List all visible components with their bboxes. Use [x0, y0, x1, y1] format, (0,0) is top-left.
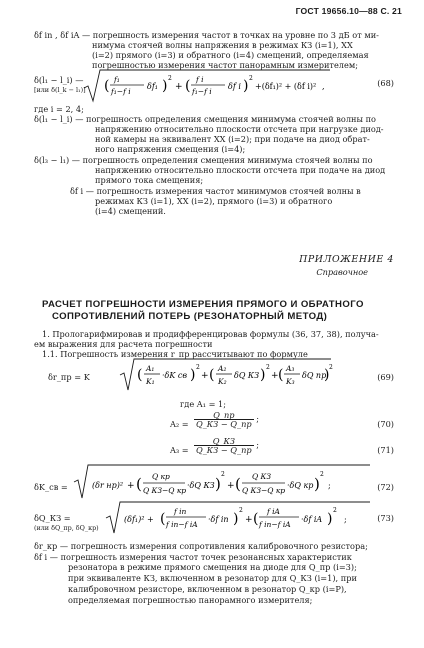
svg-text:f in: f in: [174, 507, 187, 516]
svg-text:(: (: [104, 78, 110, 94]
svg-text:·δQ КЗ: ·δQ КЗ: [187, 481, 215, 490]
svg-text:+: +: [227, 481, 235, 491]
def-line: напряжению относительно плоскости отсчета при нагрузке диод-: [95, 124, 384, 134]
svg-text:(: (: [278, 367, 284, 383]
eq68-number: (68): [377, 78, 394, 88]
svg-text:f₁: f₁: [114, 75, 120, 84]
svg-text:): ): [324, 367, 330, 383]
svg-text:·δK св: ·δK св: [162, 371, 188, 380]
eq71-numerator: Q_КЗ: [194, 437, 254, 446]
def-line: калибровочном резисторе, включенном в резонатор Q_кр (i=Р),: [68, 584, 347, 594]
svg-text:(: (: [235, 475, 241, 493]
eq70-numerator: Q_пр: [194, 411, 254, 420]
eq71-fraction: [194, 437, 259, 454]
svg-text:(: (: [185, 78, 191, 94]
def-line: режимах КЗ (i=1), ХХ (i=2), прямого (i=3) и обратного: [95, 196, 333, 206]
eq72-radical: [72, 463, 372, 501]
svg-text:(: (: [136, 475, 142, 493]
def-line: при эквиваленте КЗ, включенном в резонатор для Q_КЗ (i=1), при: [68, 573, 357, 583]
svg-text:2: 2: [249, 75, 253, 82]
def-line: (i=4) смещений.: [95, 206, 166, 216]
svg-text:): ): [190, 367, 196, 383]
svg-text:): ): [162, 78, 168, 94]
svg-text:+: +: [271, 371, 279, 381]
svg-text:;: ;: [344, 515, 347, 524]
svg-text:2: 2: [168, 75, 172, 82]
svg-text:+: +: [127, 481, 135, 491]
paragraph-line: 1.1. Погрешность измерения r_пр рассчитывают по формуле: [42, 349, 308, 359]
eq69-number: (69): [377, 372, 394, 382]
svg-text:A₃: A₃: [286, 364, 295, 373]
eq73-lhs-alt: (или δQ_пр, δQ_кр): [34, 524, 99, 532]
def-line: прямого тока смещения;: [95, 175, 204, 185]
eq68-lhs: δ(l₁ − l_i) —: [34, 75, 84, 85]
eq72-number: (72): [377, 482, 394, 492]
eq73-number: (73): [377, 513, 394, 523]
svg-text:(: (: [160, 511, 166, 527]
svg-text:2: 2: [320, 471, 324, 478]
svg-text:A₁: A₁: [146, 364, 155, 373]
svg-text:f in−f iA: f in−f iA: [166, 520, 198, 529]
page-header: ГОСТ 19656.10—88 С. 21: [295, 6, 402, 16]
svg-text:(: (: [253, 511, 259, 527]
svg-text:2: 2: [333, 507, 337, 514]
svg-text:;: ;: [328, 481, 331, 490]
svg-text:·δf iA: ·δf iA: [301, 515, 323, 524]
eq72-lhs: δK_св =: [34, 482, 68, 492]
eq69-lhs: δr_пр = K: [48, 372, 90, 382]
def-line: δf i — погрешность измерения частот минимумов стоячей волны в: [70, 186, 361, 196]
appendix-subtitle: Справочное: [316, 267, 368, 277]
svg-text:f iA: f iA: [267, 507, 280, 516]
svg-text:+: +: [175, 82, 183, 92]
svg-text:(: (: [137, 367, 143, 383]
eq70-fraction: [194, 411, 259, 428]
svg-text:Q КЗ−Q кр: Q КЗ−Q кр: [143, 486, 187, 495]
svg-text:A₂: A₂: [218, 364, 227, 373]
def-line: δf i — погрешность измерения частот точек резонансных характеристик: [34, 552, 352, 562]
def-line: δ(l₁ − l_i) — погрешность определения смещения минимума стоячей волны по: [34, 114, 376, 124]
svg-text:(δr нр)²: (δr нр)²: [92, 481, 124, 490]
svg-text:(δf₁)² +: (δf₁)² +: [124, 515, 154, 524]
svg-text:f in−f iA: f in−f iA: [259, 520, 291, 529]
def-line: ного напряжения смещения (i=4);: [95, 144, 246, 154]
svg-text:K₁: K₁: [146, 377, 155, 386]
svg-text:δQ пр: δQ пр: [302, 371, 327, 380]
eq69-formula: [118, 357, 333, 396]
eq73-lhs: δQ_КЗ =: [34, 513, 71, 523]
eq73-radical: [104, 500, 372, 536]
where-text: где A₁ = 1;: [180, 399, 227, 409]
svg-text:+: +: [245, 515, 253, 525]
svg-text:f i: f i: [196, 75, 204, 84]
eq72-formula: [72, 463, 372, 504]
svg-text:Q КЗ−Q кр: Q КЗ−Q кр: [242, 486, 286, 495]
svg-text:δf₁: δf₁: [147, 82, 158, 91]
svg-text:δQ КЗ: δQ КЗ: [234, 371, 260, 380]
intro-line: погрешностью измерения частот панорамным измерителем;: [92, 60, 358, 70]
intro-line: (i=2) прямого (i=3) и обратного (i=4) смещений, определяемая: [92, 50, 369, 60]
svg-text:·δQ кр: ·δQ кр: [287, 481, 314, 490]
eq70-frac: [194, 411, 254, 428]
intro-line: δf in , δf iA — погрешность измерения частот в точках на уровне по 3 дБ от ми-: [34, 30, 379, 40]
svg-text:): ): [314, 475, 320, 493]
svg-text:(: (: [209, 367, 215, 383]
eq71-number: (71): [377, 445, 394, 455]
svg-text:2: 2: [239, 507, 243, 514]
svg-text:): ): [233, 511, 239, 527]
eq68-formula: [82, 68, 332, 107]
def-line: ной камеры на эквивалент ХХ (i=2); при подаче на диод обрат-: [95, 134, 370, 144]
def-line: δr_кр — погрешность измерения сопротивления калибровочного резистора;: [34, 541, 368, 551]
eq68-lhs-alt: [или δ(l_k − l₁)]: [34, 86, 86, 94]
svg-text:Q КЗ: Q КЗ: [252, 472, 272, 481]
def-line: напряжению относительно плоскости отсчета при подаче на диод: [95, 165, 386, 175]
svg-text:+: +: [201, 371, 209, 381]
svg-text:f₁−f i: f₁−f i: [192, 87, 212, 96]
eq70-lhs: A₂ =: [170, 419, 189, 429]
svg-text:·δf in: ·δf in: [208, 515, 229, 524]
svg-text:Q кр: Q кр: [152, 472, 170, 481]
eq71-frac: [194, 437, 254, 454]
eq71-semicolon: ;: [256, 439, 260, 450]
eq68-radical: [82, 68, 332, 104]
eq71-lhs: A₃ =: [170, 445, 189, 455]
def-line: определяемая погрешностью панорамного измерителя;: [68, 595, 313, 605]
section-title: СОПРОТИВЛЕНИЙ ПОТЕРЬ (РЕЗОНАТОРНЫЙ МЕТОД): [52, 311, 328, 322]
svg-text:f₁−f i: f₁−f i: [111, 87, 131, 96]
svg-text:): ): [260, 367, 266, 383]
def-line: δ(l₃ − l₁) — погрешность определения смещения минимума стоячей волны по: [34, 155, 373, 165]
svg-text:2: 2: [266, 364, 270, 371]
appendix-title: ПРИЛОЖЕНИЕ 4: [299, 254, 394, 265]
svg-text:2: 2: [329, 364, 333, 371]
eq70-semicolon: ;: [256, 413, 260, 424]
eq69-radical: [118, 357, 333, 393]
svg-text:2: 2: [221, 471, 225, 478]
svg-text:K₃: K₃: [286, 377, 295, 386]
svg-text:): ): [243, 78, 249, 94]
intro-line: нимума стоячей волны напряжения в режимах КЗ (i=1), ХХ: [92, 40, 353, 50]
svg-text:+(δf₁)² + (δf i)²: +(δf₁)² + (δf i)²: [255, 82, 317, 91]
svg-text:): ): [215, 475, 221, 493]
svg-text:K₂: K₂: [218, 377, 227, 386]
where-text: где i = 2, 4;: [34, 104, 84, 114]
paragraph-line: 1. Прологарифмировав и продифференцировав формулы (36, 37, 38), получа-: [42, 329, 379, 339]
svg-text:,: ,: [322, 82, 325, 91]
svg-text:δf i: δf i: [228, 82, 241, 91]
eq71-denominator: Q_КЗ − Q_пр: [196, 445, 252, 456]
paragraph-line: ем выражения для расчета погрешности: [34, 339, 213, 349]
eq70-denominator: Q_КЗ − Q_пр: [196, 419, 252, 430]
svg-text:): ): [327, 511, 333, 527]
eq70-number: (70): [377, 419, 394, 429]
svg-text:2: 2: [196, 364, 200, 371]
section-title: РАСЧЕТ ПОГРЕШНОСТИ ИЗМЕРЕНИЯ ПРЯМОГО И ОБРАТНОГО: [42, 299, 364, 310]
eq73-formula: [104, 500, 372, 539]
def-line: резонатора в режиме прямого смещения на диоде для Q_пр (i=3);: [68, 562, 357, 572]
